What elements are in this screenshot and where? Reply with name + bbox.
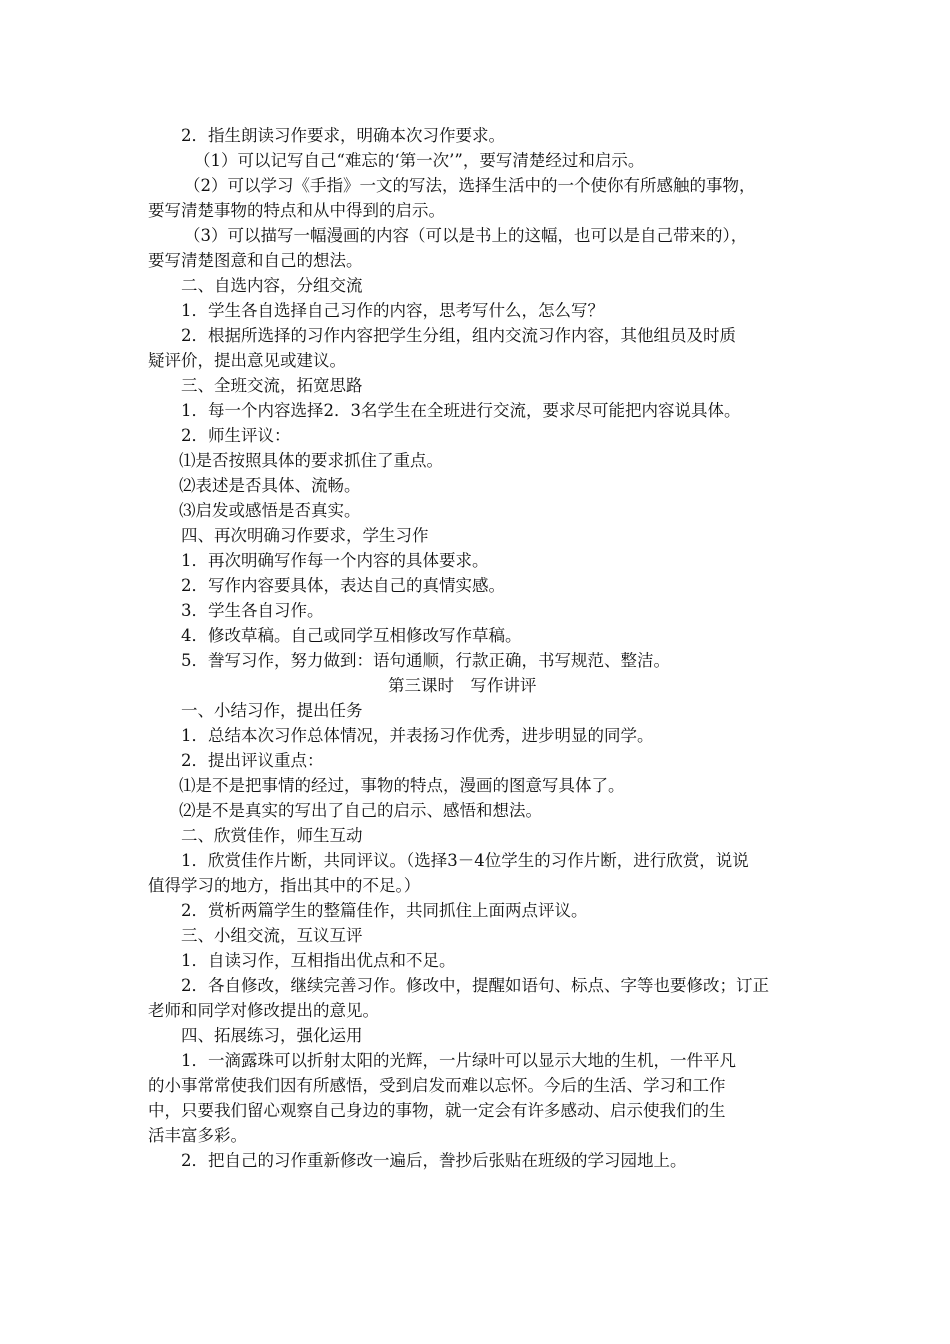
text-line: 2．师生评议： — [181, 426, 291, 445]
text-line: 1．再次明确写作每一个内容的具体要求。 — [181, 551, 489, 570]
text-line: （2）可以学习《手指》一文的写法，选择生活中的一个使你有所感触的事物， — [184, 176, 756, 195]
text-line: 2．指生朗读习作要求，明确本次习作要求。 — [181, 126, 505, 145]
text-line: 2．提出评议重点： — [181, 751, 324, 770]
text-line: 老师和同学对修改提出的意见。 — [148, 1001, 379, 1020]
text-line: 要写清楚事物的特点和从中得到的启示。 — [148, 201, 445, 220]
text-line: 4．修改草稿。自己或同学互相修改写作草稿。 — [181, 626, 522, 645]
text-line: 1．总结本次习作总体情况，并表扬习作优秀，进步明显的同学。 — [181, 726, 654, 745]
text-line: 的小事常常使我们因有所感悟，受到启发而难以忘怀。今后的生活、学习和工作 — [148, 1076, 726, 1095]
text-line: （3）可以描写一幅漫画的内容（可以是书上的这幅，也可以是自己带来的）， — [184, 226, 748, 245]
text-line: ⑶启发或感悟是否真实。 — [179, 501, 361, 520]
text-line: ⑴是不是把事情的经过，事物的特点，漫画的图意写具体了。 — [179, 776, 625, 795]
text-line: 1．学生各自选择自己习作的内容，思考写什么，怎么写？ — [181, 301, 604, 320]
text-line: 1．一滴露珠可以折射太阳的光辉，一片绿叶可以显示大地的生机，一件平凡 — [181, 1051, 736, 1070]
text-line: 中，只要我们留心观察自己身边的事物，就一定会有许多感动、启示使我们的生 — [148, 1101, 726, 1120]
text-line: 3．学生各自习作。 — [181, 601, 324, 620]
text-line: 2．写作内容要具体，表达自己的真情实感。 — [181, 576, 505, 595]
text-line: 四、拓展练习，强化运用 — [181, 1026, 363, 1045]
text-line: 二、自选内容，分组交流 — [181, 276, 363, 295]
text-line: ⑵是不是真实的写出了自己的启示、感悟和想法。 — [179, 801, 542, 820]
text-line: 1．欣赏佳作片断，共同评议。（选择3－4位学生的习作片断，进行欣赏，说说 — [181, 851, 749, 870]
text-line: 2．各自修改，继续完善习作。修改中，提醒如语句、标点、字等也要修改；订正 — [181, 976, 769, 995]
text-line: 5．誊写习作，努力做到：语句通顺，行款正确，书写规范、整洁。 — [181, 651, 670, 670]
text-line: （1）可以记写自己“难忘的‘第一次’”，要写清楚经过和启示。 — [194, 151, 645, 170]
text-line: 二、欣赏佳作，师生互动 — [181, 826, 363, 845]
text-line: 1．自读习作，互相指出优点和不足。 — [181, 951, 456, 970]
text-line: 2．根据所选择的习作内容把学生分组，组内交流习作内容，其他组员及时质 — [181, 326, 736, 345]
text-line: 第三课时 写作讲评 — [388, 676, 537, 695]
text-line: ⑴是否按照具体的要求抓住了重点。 — [179, 451, 443, 470]
text-line: 值得学习的地方，指出其中的不足。） — [148, 876, 421, 895]
text-line: ⑵表述是否具体、流畅。 — [179, 476, 361, 495]
text-line: 三、小组交流，互议互评 — [181, 926, 363, 945]
text-line: 活丰富多彩。 — [148, 1126, 247, 1145]
text-line: 三、全班交流，拓宽思路 — [181, 376, 363, 395]
text-line: 一、小结习作，提出任务 — [181, 701, 363, 720]
text-line: 2．把自己的习作重新修改一遍后，誊抄后张贴在班级的学习园地上。 — [181, 1151, 687, 1170]
text-line: 疑评价，提出意见或建议。 — [148, 351, 346, 370]
document-body — [148, 123, 812, 1173]
text-line: 2．赏析两篇学生的整篇佳作，共同抓住上面两点评议。 — [181, 901, 588, 920]
text-line: 四、再次明确习作要求，学生习作 — [181, 526, 429, 545]
text-line: 1．每一个内容选择2．3名学生在全班进行交流，要求尽可能把内容说具体。 — [181, 401, 741, 420]
text-line: 要写清楚图意和自己的想法。 — [148, 251, 363, 270]
